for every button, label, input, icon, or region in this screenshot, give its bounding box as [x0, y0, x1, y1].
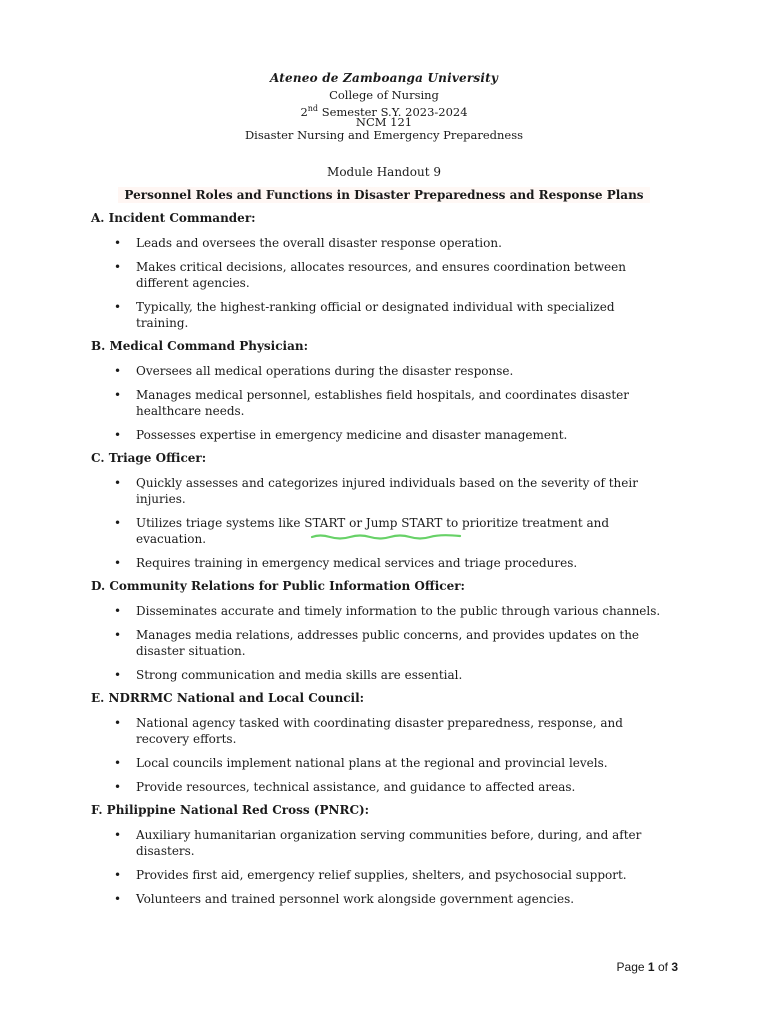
bullet-icon: • — [114, 556, 122, 570]
bullet-icon: • — [114, 516, 122, 530]
list-item — [91, 755, 666, 771]
bullet-icon: • — [114, 668, 122, 682]
semester-number: 2 — [300, 104, 308, 119]
bullet-list — [91, 363, 691, 443]
list-item — [91, 867, 666, 883]
module-label: Module Handout 9 — [327, 165, 441, 179]
list-item-text: Leads and oversees the overall disaster response operation. — [136, 236, 502, 250]
bullet-list — [91, 715, 691, 795]
list-item — [91, 891, 666, 907]
bullet-icon: • — [114, 428, 122, 442]
section — [91, 579, 691, 683]
list-item-text: Requires training in emergency medical services and triage procedures. — [136, 556, 578, 570]
list-item — [91, 715, 666, 747]
bullet-icon: • — [114, 604, 122, 618]
bullet-icon: • — [114, 236, 122, 250]
list-item-text: Manages medical personnel, establishes field hospitals, and coordinates disaster healthcare needs. — [136, 388, 629, 418]
university-name: Ateneo de Zamboanga University — [270, 71, 498, 85]
list-item — [91, 515, 666, 547]
course-code: NCM 121 — [355, 115, 413, 129]
list-item-text: Provides first aid, emergency relief supplies, shelters, and psychosocial support. — [136, 868, 627, 882]
list-item — [91, 475, 666, 507]
list-item — [91, 259, 666, 291]
bullet-list — [91, 235, 691, 331]
section — [91, 451, 691, 571]
semester-text: Semester S.Y. 2023-2024 — [318, 104, 468, 119]
list-item — [91, 827, 666, 859]
list-item — [91, 667, 666, 683]
college-name: College of Nursing — [329, 88, 439, 102]
document-body — [91, 211, 691, 915]
list-item — [91, 363, 666, 379]
list-item — [91, 427, 666, 443]
bullet-icon: • — [114, 628, 122, 642]
bullet-icon: • — [114, 260, 122, 274]
bullet-list — [91, 603, 691, 683]
list-item-text: Typically, the highest-ranking official or designated individual with specialized training. — [136, 300, 615, 330]
list-item-text: Possesses expertise in emergency medicine and disaster management. — [136, 428, 568, 442]
document-title — [0, 188, 768, 202]
section — [91, 691, 691, 795]
section-heading: F. Philippine National Red Cross (PNRC): — [91, 803, 370, 817]
section-heading: C. Triage Officer: — [91, 451, 207, 465]
list-item-text: Makes critical decisions, allocates resources, and ensures coordination between different agencies. — [136, 260, 626, 290]
bullet-icon: • — [114, 780, 122, 794]
list-item-text: Strong communication and media skills are essential. — [136, 668, 463, 682]
list-item-text: Quickly assesses and categorizes injured individuals based on the severity of their injuries. — [136, 476, 638, 506]
bullet-list — [91, 827, 691, 907]
page-of: of — [657, 960, 668, 974]
bullet-icon: • — [114, 892, 122, 906]
list-item-text: Utilizes triage systems like START or Jump START to prioritize treatment and evacuation. — [136, 516, 610, 546]
bullet-icon: • — [114, 828, 122, 842]
section — [91, 211, 691, 331]
section-heading: B. Medical Command Physician: — [91, 339, 309, 353]
list-item — [91, 603, 666, 619]
list-item — [91, 779, 666, 795]
bullet-icon: • — [114, 756, 122, 770]
list-item — [91, 555, 666, 571]
list-item-text: National agency tasked with coordinating disaster preparedness, response, and recovery efforts. — [136, 716, 623, 746]
section-heading: E. NDRRMC National and Local Council: — [91, 691, 365, 705]
green-underline-mark — [310, 533, 462, 541]
list-item-text: Manages media relations, addresses public concerns, and provides updates on the disaster situation. — [136, 628, 640, 658]
bullet-icon: • — [114, 716, 122, 730]
list-item — [91, 387, 666, 419]
list-item — [91, 299, 666, 331]
list-item-text: Oversees all medical operations during the disaster response. — [136, 364, 514, 378]
bullet-icon: • — [114, 868, 122, 882]
page-current: 1 — [647, 960, 655, 974]
section — [91, 803, 691, 907]
page-total: 3 — [671, 960, 678, 974]
bullet-icon: • — [114, 476, 122, 490]
list-item-text: Volunteers and trained personnel work alongside government agencies. — [136, 892, 575, 906]
list-item-text: Provide resources, technical assistance, and guidance to affected areas. — [136, 780, 576, 794]
section-heading: A. Incident Commander: — [91, 211, 256, 225]
bullet-icon: • — [114, 388, 122, 402]
list-item — [91, 235, 666, 251]
page-word: Page — [616, 960, 645, 974]
list-item-text: Auxiliary humanitarian organization serving communities before, during, and after disasters. — [136, 828, 642, 858]
semester-suffix: nd — [307, 104, 319, 113]
bullet-icon: • — [114, 364, 122, 378]
course-title: Disaster Nursing and Emergency Preparedness — [244, 128, 524, 142]
section-heading: D. Community Relations for Public Information Officer: — [91, 579, 465, 593]
page-number — [617, 960, 678, 974]
bullet-icon: • — [114, 300, 122, 314]
section — [91, 339, 691, 443]
list-item-text: Local councils implement national plans at the regional and provincial levels. — [136, 756, 608, 770]
list-item — [91, 627, 666, 659]
bullet-list — [91, 475, 691, 571]
list-item-text: Disseminates accurate and timely information to the public through various channels. — [136, 604, 661, 618]
document-title-text: Personnel Roles and Functions in Disaster Preparedness and Response Plans — [118, 187, 649, 203]
